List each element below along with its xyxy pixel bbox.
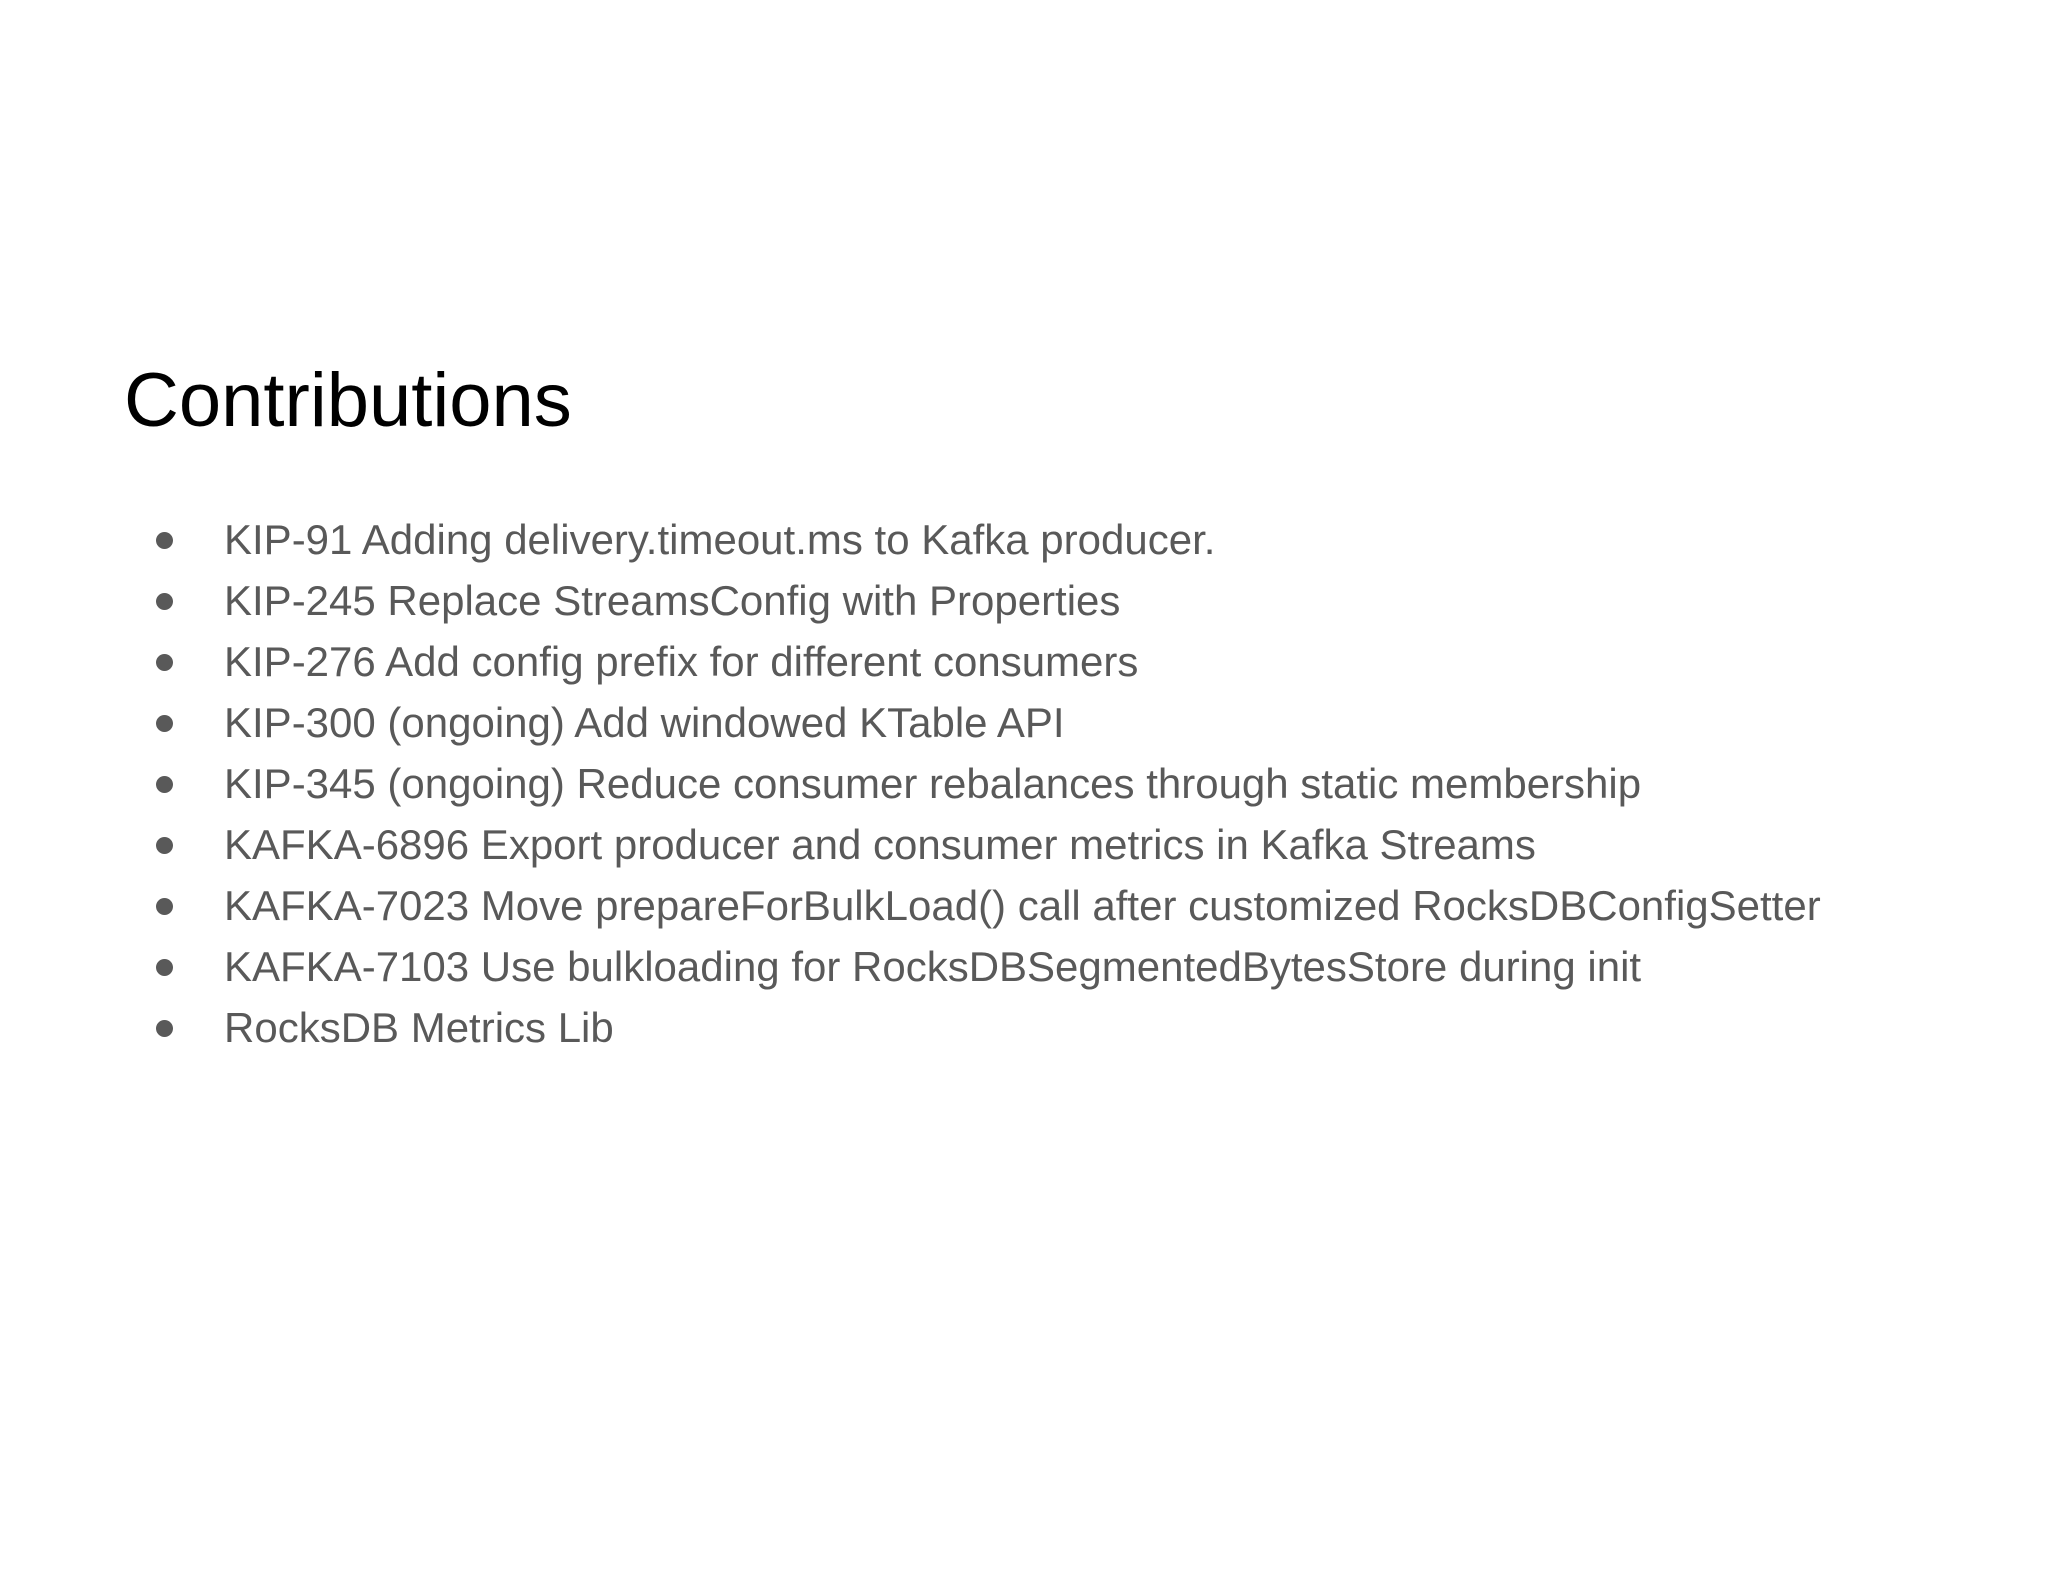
list-item-text: RocksDB Metrics Lib (224, 1004, 614, 1051)
bullet-dot-icon (156, 654, 173, 671)
bullet-dot-icon (156, 776, 173, 793)
list-item-text: KIP-300 (ongoing) Add windowed KTable API (224, 699, 1065, 746)
list-item-text: KAFKA-6896 Export producer and consumer metrics in Kafka Streams (224, 821, 1536, 868)
bullet-dot-icon (156, 593, 173, 610)
list-item-text: KIP-245 Replace StreamsConfig with Properties (224, 577, 1121, 624)
bullet-dot-icon (156, 898, 173, 915)
list-item-text: KIP-276 Add config prefix for different consumers (224, 638, 1139, 685)
bullet-dot-icon (156, 715, 173, 732)
bullet-dot-icon (156, 532, 173, 549)
bullet-dot-icon (156, 959, 173, 976)
list-item-text: KAFKA-7023 Move prepareForBulkLoad() call after customized RocksDBConfigSetter (224, 882, 1821, 929)
bullet-dot-icon (156, 837, 173, 854)
list-item-text: KAFKA-7103 Use bulkloading for RocksDBSegmentedBytesStore during init (224, 943, 1642, 990)
slide-title: Contributions (124, 358, 572, 443)
list-item-text: KIP-345 (ongoing) Reduce consumer rebalances through static membership (224, 760, 1642, 807)
bullet-dot-icon (156, 1020, 173, 1037)
list-item-text: KIP-91 Adding delivery.timeout.ms to Kafka producer. (224, 516, 1216, 563)
